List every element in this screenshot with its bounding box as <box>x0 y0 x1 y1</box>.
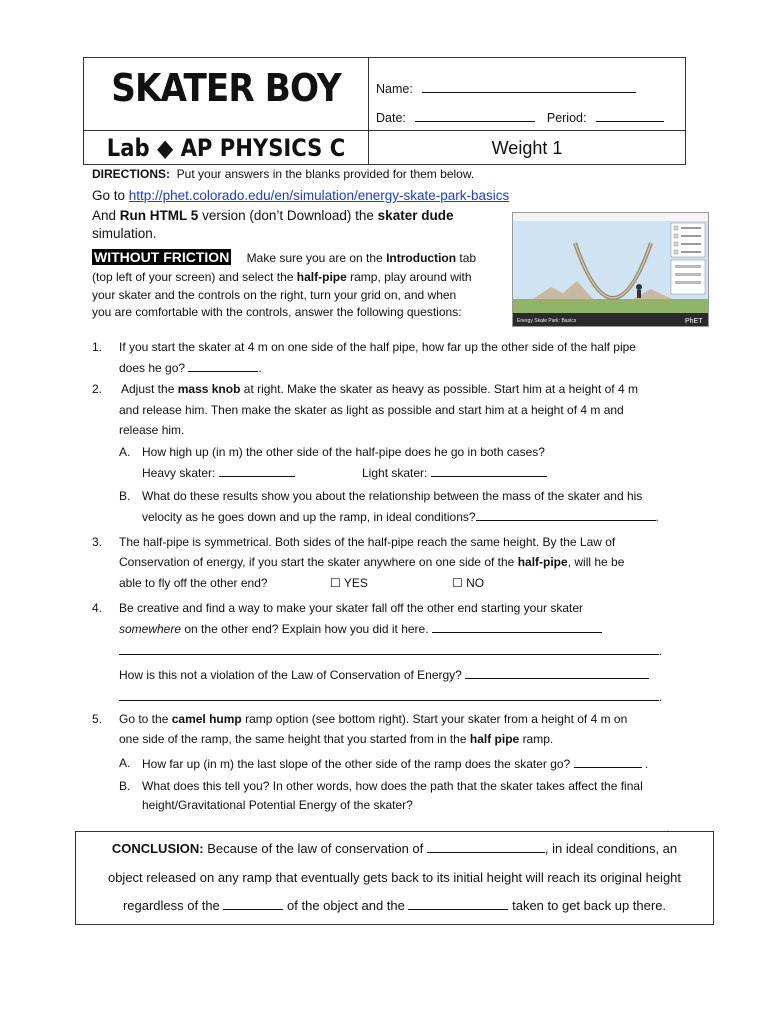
q5-number: 5. <box>92 712 103 726</box>
q2a-text: How high up (in m) the other side of the half-pipe does he go in both cases? <box>142 445 545 459</box>
period-blank[interactable] <box>596 109 664 122</box>
q2b-number: B. <box>119 489 131 503</box>
simulation-screenshot <box>512 212 709 327</box>
without-friction-label: WITHOUT FRICTION <box>94 249 230 265</box>
q2a-number: A. <box>119 445 131 459</box>
name-blank[interactable] <box>422 80 636 93</box>
q4-question2: How is this not a violation of the Law of Conservation of Energy? <box>119 667 649 683</box>
q2b-line2: velocity as he goes down and up the ramp, in ideal conditions? . <box>142 510 659 524</box>
page-subtitle: Lab ◆ AP PHYSICS C <box>106 134 346 162</box>
q5b-line1: What does this tell you? In other words, how does the path that the skater takes affect the final <box>142 779 643 793</box>
conclusion-line1: CONCLUSION: Because of the law of conservation of , in ideal conditions, an <box>111 841 678 856</box>
q5a-number: A. <box>119 756 131 770</box>
weight-label: Weight 1 <box>491 138 563 158</box>
q3-yes-checkbox[interactable]: ☐ YES <box>330 576 368 590</box>
q1-number: 1. <box>92 340 103 354</box>
conclusion-line3: regardless of the of the object and the taken to get back up there. <box>122 898 667 913</box>
q2b-answer-blank[interactable] <box>476 509 656 521</box>
q4-explain-blank-2[interactable] <box>119 643 659 655</box>
header-table <box>83 57 686 165</box>
q5a-text: How far up (in m) the last slope of the other side of the ramp does the skater go? . <box>142 757 649 771</box>
goto-line: Go to http://phet.colorado.edu/en/simulation/energy-skate-park-basics <box>92 188 510 203</box>
heavy-skater-blank[interactable] <box>219 465 295 477</box>
conclusion-box <box>75 831 714 925</box>
without-friction-line2: (top left of your screen) and select the half-pipe ramp, play around with <box>92 270 472 284</box>
phet-link[interactable]: http://phet.colorado.edu/en/simulation/energy-skate-park-basics <box>128 188 510 203</box>
q1-line2: does he go? . <box>119 361 262 375</box>
q5-line2: one side of the ramp, the same height that you started from in the half pipe ramp. <box>119 732 554 746</box>
page-title: SKATER BOY <box>111 66 341 110</box>
q2-line2: and release him. Then make the skater as light as possible and start him at a height of 4 m and <box>119 403 624 417</box>
q5b-line3: . <box>142 820 669 836</box>
q4-line5: . <box>119 689 662 705</box>
q5a-answer-blank[interactable] <box>574 756 642 768</box>
light-skater-blank[interactable] <box>431 465 547 477</box>
q4-line2: somewhere on the other end? Explain how you did it here. <box>119 621 602 637</box>
run-html5-line: And Run HTML 5 version (don’t Download) the skater dude <box>92 208 454 223</box>
q4-line3: . <box>119 643 662 659</box>
q2a-heavy: Heavy skater: <box>142 465 295 481</box>
q5b-number: B. <box>119 779 131 793</box>
q2-line1: Adjust the mass knob at right. Make the skater as heavy as possible. Start him at a height of 4 m <box>121 382 638 396</box>
without-friction-line1: WITHOUT FRICTION Make sure you are on the Introduction tab <box>94 249 477 265</box>
q3-line1: The half-pipe is symmetrical. Both sides of the half-pipe reach the same height. By the Law of <box>119 535 616 549</box>
conclusion-blank-1[interactable] <box>427 841 545 853</box>
simulation-word: simulation. <box>92 226 157 241</box>
simulation-illustration <box>513 213 708 326</box>
q5b-line2: height/Gravitational Potential Energy of the skater? <box>142 798 413 812</box>
phet-logo: PhET <box>685 318 703 325</box>
without-friction-line3: your skater and the controls on the right, turn your grid on, and when <box>92 288 457 302</box>
q4-explain-blank[interactable] <box>432 621 602 633</box>
conclusion-blank-2[interactable] <box>223 898 283 910</box>
q4-number: 4. <box>92 601 103 615</box>
date-blank[interactable] <box>415 109 535 122</box>
q1-answer-blank[interactable] <box>188 360 258 372</box>
sim-footer-label: Energy Skate Park: Basics <box>517 318 577 324</box>
conclusion-line2: object released on any ramp that eventually gets back to its initial height will reach its original height <box>107 870 682 885</box>
date-field[interactable]: Date: Period: <box>376 109 664 125</box>
q5-line1: Go to the camel hump ramp option (see bottom right). Start your skater from a height of 4 m on <box>119 712 628 726</box>
q2-line3: release him. <box>119 423 185 437</box>
q2-number: 2. <box>92 382 103 396</box>
directions: DIRECTIONS: Put your answers in the blanks provided for them below. <box>92 167 475 181</box>
without-friction-line4: you are comfortable with the controls, answer the following questions: <box>92 305 462 319</box>
q2a-light: Light skater: <box>362 465 547 481</box>
q3-number: 3. <box>92 535 103 549</box>
q4-line1: Be creative and find a way to make your skater fall off the other end starting your skater <box>119 601 584 615</box>
q3-line3: able to fly off the other end? <box>119 576 268 590</box>
q2b-line1: What do these results show you about the relationship between the mass of the skater and his <box>142 489 643 503</box>
q3-no-checkbox[interactable]: ☐ NO <box>452 576 485 590</box>
header-divider-horizontal <box>84 130 685 131</box>
q4-violation-blank[interactable] <box>465 667 649 679</box>
q3-line2: Conservation of energy, if you start the skater anywhere on one side of the half-pipe, will he be <box>119 555 625 569</box>
conclusion-blank-3[interactable] <box>408 898 508 910</box>
q1-line1: If you start the skater at 4 m on one side of the half pipe, how far up the other side of the half pipe <box>119 340 636 354</box>
name-field[interactable]: Name: <box>376 80 636 96</box>
q4-violation-blank-2[interactable] <box>119 689 659 701</box>
